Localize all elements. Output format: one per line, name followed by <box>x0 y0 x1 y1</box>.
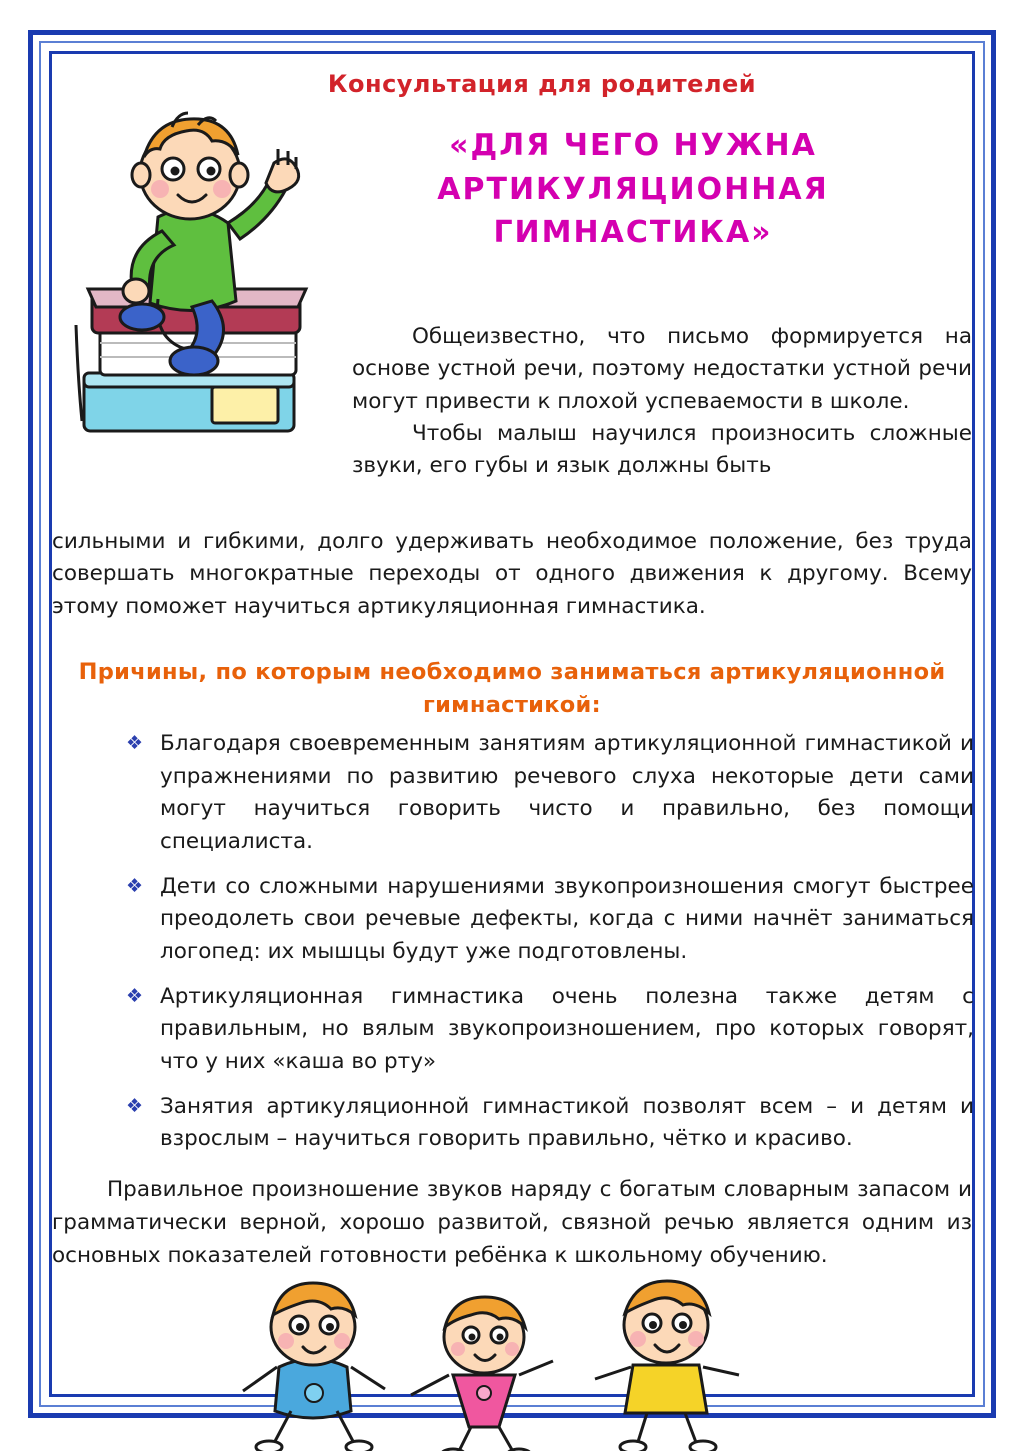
bullet-icon: ❖ <box>126 874 144 897</box>
list-item <box>124 871 974 969</box>
document-kicker: Консультация для родителей <box>327 70 757 98</box>
reasons-list <box>124 728 974 1168</box>
intro-paragraph-1: Общеизвестно, что письмо формируется на основе устной речи, поэтому недостатки устной речи могут привести к плохой успеваемости в школе. <box>352 324 972 414</box>
bullet-icon: ❖ <box>126 1094 144 1117</box>
list-item <box>124 728 974 859</box>
intro-full-width <box>52 526 972 623</box>
list-item-text: Артикуляционная гимнастика очень полезна также детям с правильным, но вялым звукопроизношением, про которых говорят, что у них «каша во рту» <box>160 983 974 1075</box>
closing-paragraph: Правильное произношение звуков наряду с богатым словарным запасом и грамматически верной, хорошо развитой, связной речью является одним из основных показателей готовности ребёнка к школьному обучению. <box>52 1176 972 1269</box>
intro-paragraph-2: Чтобы малыш научился произносить сложные звуки, его губы и язык должны быть <box>352 420 972 478</box>
page-title-line1: «ДЛЯ ЧЕГО НУЖНА <box>449 128 817 163</box>
boy-on-books-illustration <box>62 111 332 471</box>
three-dancing-children-illustration <box>217 1271 837 1451</box>
list-item <box>124 981 974 1079</box>
list-item-text: Дети со сложными нарушениями звукопроизношения смогут быстрее преодолеть свои речевые дефекты, когда с ними начнёт заниматься логопед: их мышцы будут уже подготовлены. <box>160 873 974 965</box>
page-title-line2: АРТИКУЛЯЦИОННАЯ ГИМНАСТИКА» <box>437 171 829 250</box>
list-item <box>124 1091 974 1156</box>
list-item-text: Благодаря своевременным занятиям артикуляционной гимнастикой и упражнениями по развитию речевого слуха некоторые дети сами могут научиться говорить чисто и правильно, без помощи специалиста. <box>160 731 974 855</box>
bullet-icon: ❖ <box>126 984 144 1007</box>
intro-right-column <box>352 321 972 482</box>
section-heading: Причины, по которым необходимо заниматься артикуляционной гимнастикой: <box>78 659 946 718</box>
document-content <box>52 56 972 1392</box>
intro-paragraph-continued: сильными и гибкими, долго удерживать необходимое положение, без труда совершать многократные переходы от одного движения к другому. Всему этому поможет научиться артикуляционная гимнастика. <box>52 529 972 619</box>
list-item-text: Занятия артикуляционной гимнастикой позволят всем – и детям и взрослым – научиться говорить правильно, чётко и красиво. <box>160 1093 974 1152</box>
bullet-icon: ❖ <box>126 732 144 754</box>
